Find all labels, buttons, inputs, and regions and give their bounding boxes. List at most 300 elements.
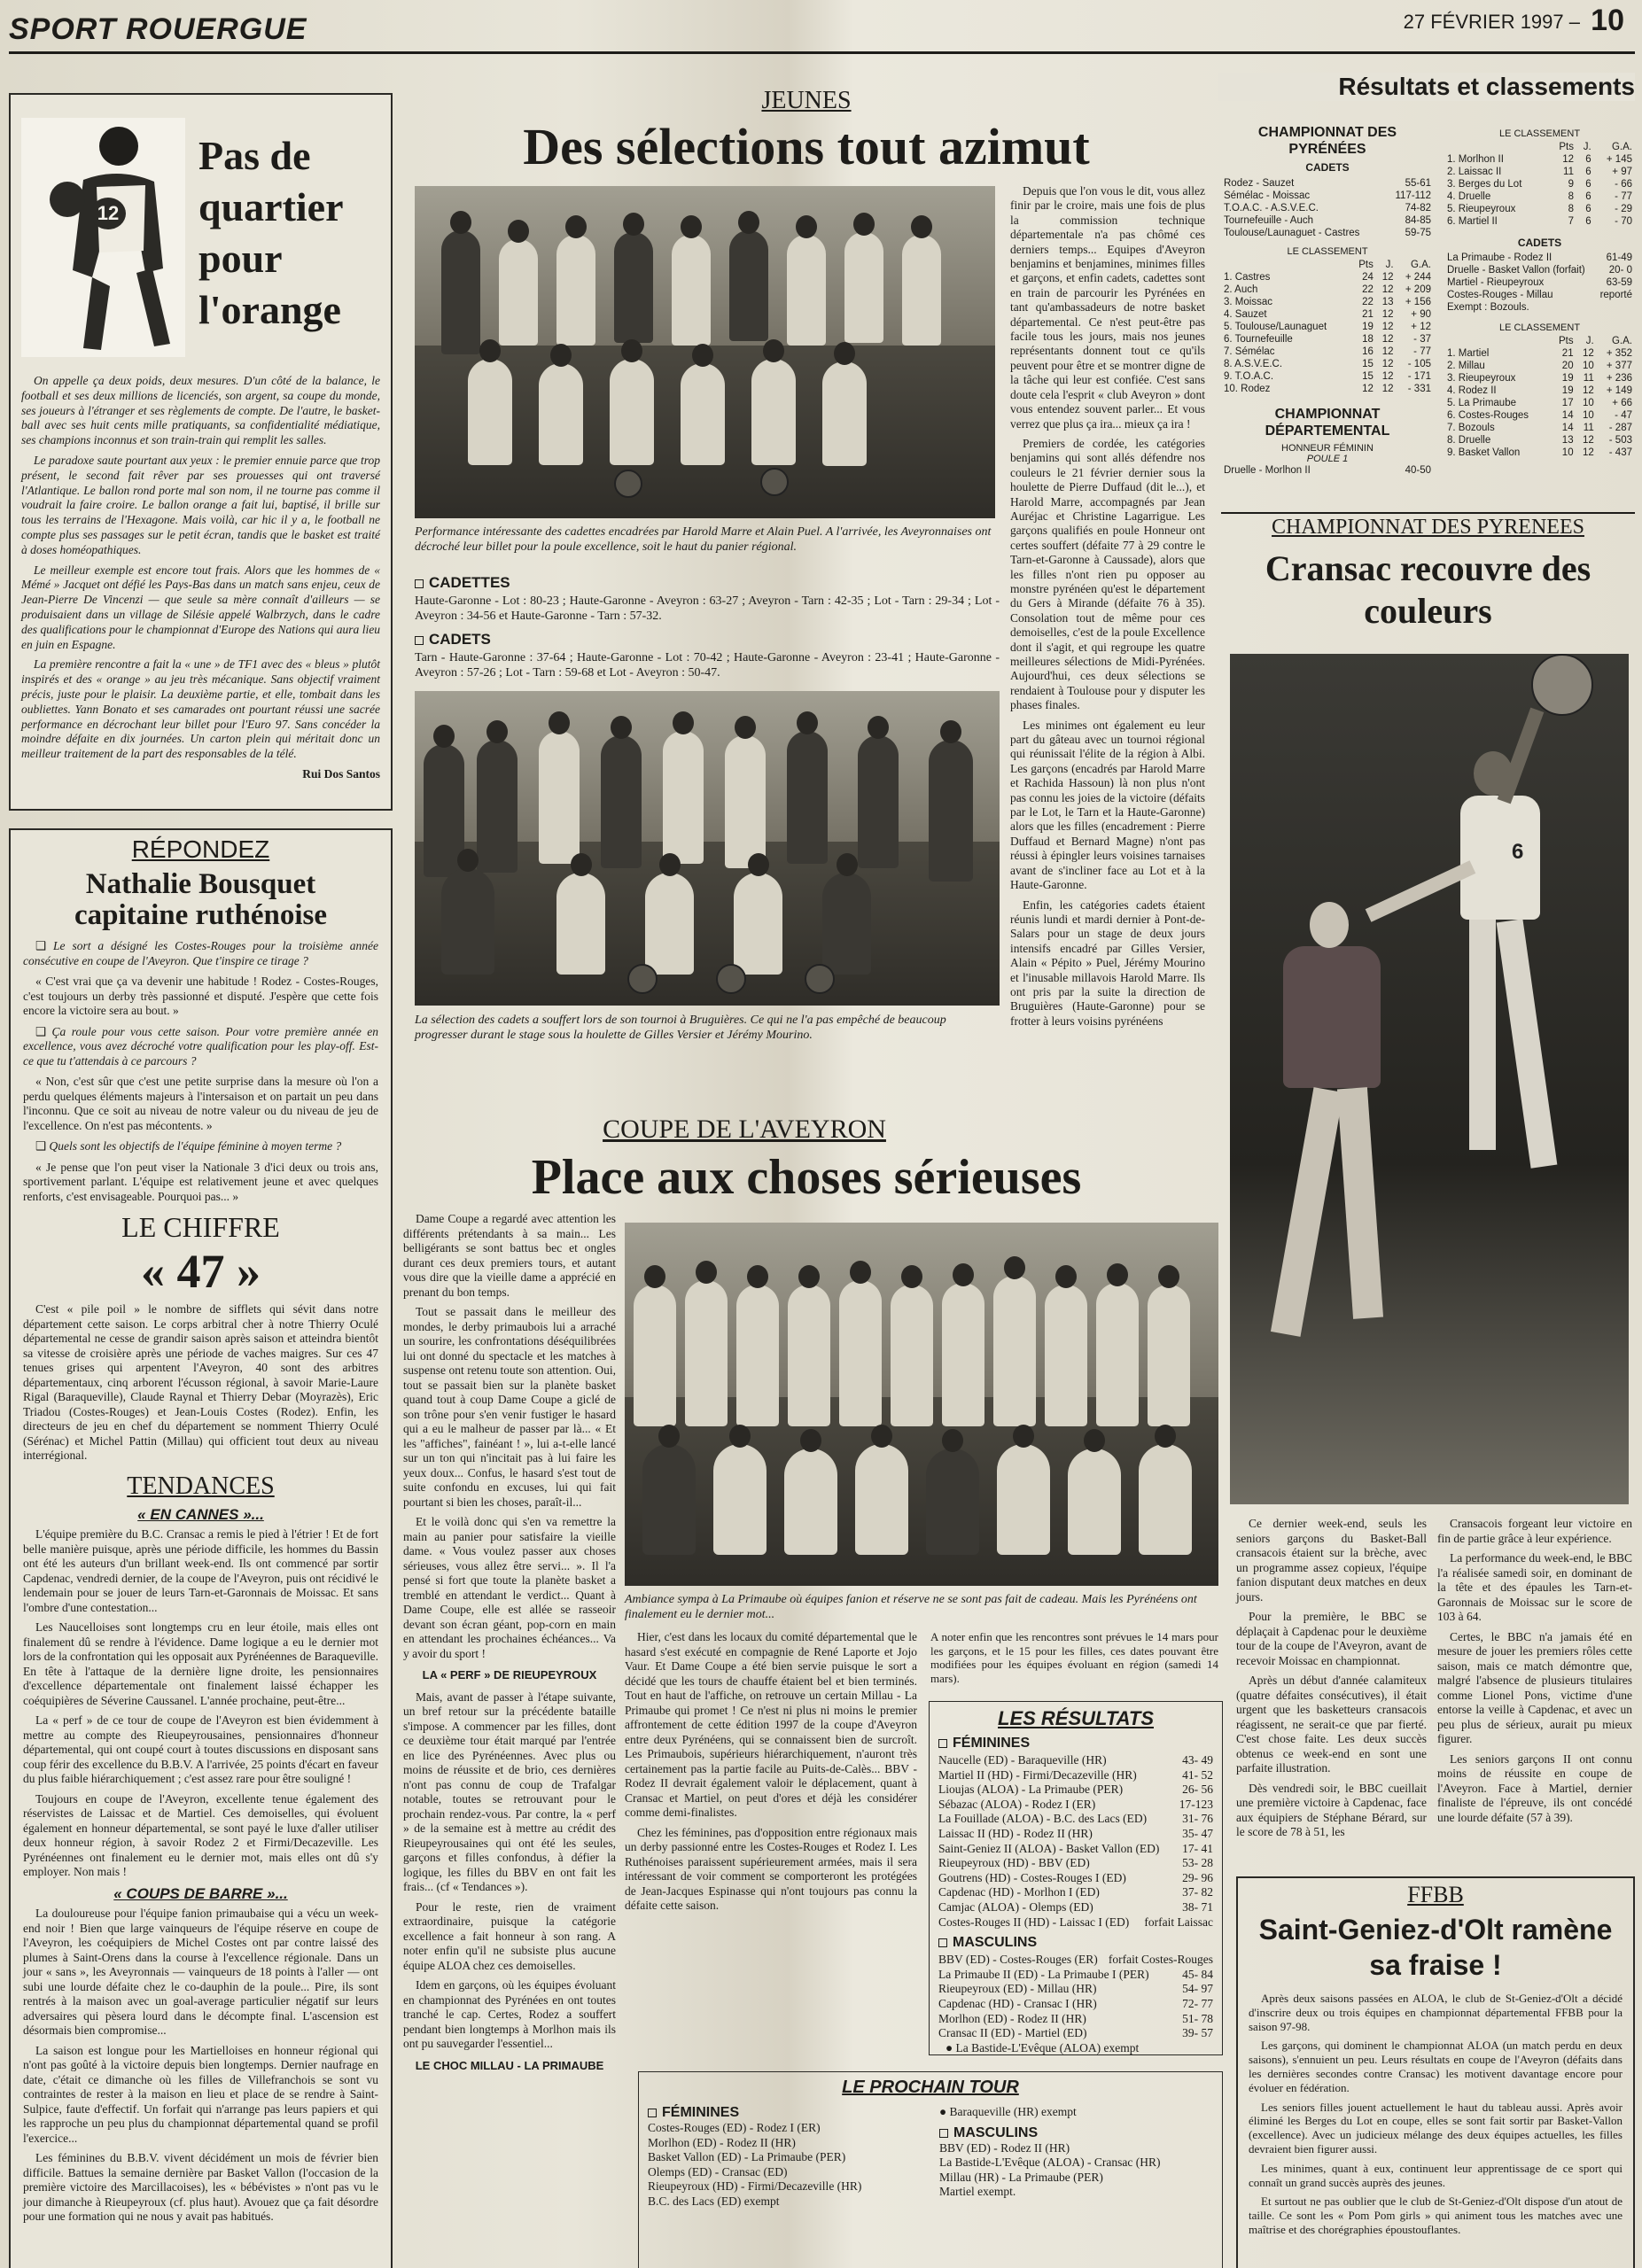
- stat-cell: 12: [1381, 272, 1394, 283]
- edito-paragraph: Le meilleur exemple est encore tout frais. Alors que les hommes de « Mémé » Jacquet ont défié les Pays-Bas dans un match sans enjeu, ceux de Jean-Pierre De Vincenzi — que seule sa mère connaît d'ailleurs — se produisaient dans un village de Silésie appelé Walbrzych, dans le cadre des qualifications pour le championnat d'Europe des Nations qui aura lieu en juin en Espagne.: [21, 563, 380, 651]
- table-row: [1444, 360, 1635, 372]
- edito-body: [21, 374, 380, 782]
- match: T.O.A.C. - A.S.V.E.C.: [1224, 203, 1319, 214]
- score: 17-123: [1179, 1797, 1213, 1811]
- checkbox-icon: [938, 1938, 947, 1947]
- table-row: [1221, 296, 1434, 308]
- basketball: [627, 964, 658, 994]
- basketball: [614, 470, 642, 498]
- match: Saint-Geniez II (ALOA) - Basket Vallon (ED): [938, 1841, 1160, 1855]
- stat-cell: - 70: [1615, 216, 1632, 227]
- team-cell: 3. Moissac: [1224, 297, 1272, 307]
- table-row: [1444, 384, 1635, 397]
- match: Capdenac (HD) - Morlhon I (ED): [938, 1885, 1100, 1899]
- match: Morlhon (ED) - Rodez II (HR): [938, 2011, 1086, 2025]
- match: Costes-Rouges - Millau: [1447, 290, 1553, 300]
- score: 20- 0: [1608, 265, 1632, 276]
- table-row: [1444, 372, 1635, 384]
- person: [556, 235, 595, 346]
- ffbb-paragraph: Les minimes, quant à eux, continuent leur apprentissage de ce sport qui connaît un grand succès auprès des jeunes.: [1249, 2161, 1623, 2189]
- checkbox-icon: [938, 1739, 947, 1748]
- match: Sémélac - Moissac: [1224, 190, 1311, 201]
- jeunes-kicker: JEUNES: [761, 87, 852, 114]
- person: [734, 873, 782, 975]
- table-row: [1444, 276, 1635, 289]
- coupe-note: A noter enfin que les rencontres sont prévues le 14 mars pour les garçons, et le 15 pour les filles, ces dates pouvant être modifiées pour les équipes évoluant en région (samedi 14 mars).: [930, 1630, 1218, 1685]
- match: Druelle - Basket Vallon (forfait): [1447, 265, 1585, 276]
- table-row: [1221, 370, 1434, 383]
- coupe-paragraph: Mais, avant de passer à l'étape suivante, un bref retour sur la précédente bataille s'impose. A commencer par les filles, dont ce deuxième tour était marqué par l'entrée en lice des Pyrénéennes. Avec plus ou moins de réussite et de brio, ces dernières n'ont pas connu de coup de Trafalgar notable, toutes se retrouvant pour le prochain rendez-vous. Par contre, la « perf » de la semaine est à mettre au crédit des Rieupeyrousaines qui ont été les seules, garçons et filles confondus, à défier la logique, les filles du BBV en ont fait les frais... (cf « Tendances »).: [403, 1689, 616, 1893]
- person: [788, 1285, 830, 1426]
- stat-cell: 12: [1381, 359, 1394, 369]
- score: 26- 56: [1182, 1783, 1213, 1797]
- results-box: [929, 1701, 1223, 2055]
- cadettes-photo: [415, 186, 995, 518]
- result-row: [938, 1812, 1213, 1827]
- cransac-paragraph: Cransacois forgeant leur victoire en fin de partie grâce à leur expérience.: [1437, 1517, 1632, 1545]
- jeunes-paragraph: Depuis que l'on vous le dit, vous allez finir par le croire, mais une fois de plus la commission technique départementale n'a pas chômé ces derniers temps... Equipes d'Aveyron benjamins et benjamines, minimes filles et garçons, et enfin cadets, cadettes sont en train de parcourir les Pyrénées en tant qu'ambassadeurs de notre basket départemental. Ce n'est peut-être pas facile tous les jours, mais nos jeunes représentants donnent tout ce qu'ils peuvent pour être et se montrer digne de la tâche qui leur est confiée. C'est sans doute cela l'esprit « club Aveyron » dont vous entendez souvent parler... Et vous verrez que plus ça ira... mieux ça ira !: [1010, 184, 1205, 431]
- tendances-body: [11, 1505, 391, 2225]
- stat-cell: 12: [1582, 385, 1594, 396]
- person: [729, 230, 768, 341]
- stat-cell: 10: [1582, 361, 1594, 371]
- ffbb-paragraph: Après deux saisons passées en ALOA, le club de St-Geniez-d'Olt a décidé d'inscrire deux ou trois équipes en championnat départemental FFBB pour la saison 97-98.: [1249, 1992, 1623, 2033]
- team-cell: 6. Martiel II: [1447, 216, 1498, 227]
- table-row: [1221, 346, 1434, 358]
- stat-cell: 6: [1585, 216, 1591, 227]
- header-cell: [1444, 141, 1550, 153]
- score: 17- 41: [1182, 1841, 1213, 1855]
- fixture-row: BBV (ED) - Rodez II (HR): [939, 2140, 1070, 2155]
- table-row: [1444, 447, 1635, 459]
- table-row: [1221, 177, 1434, 190]
- score: 41- 52: [1182, 1767, 1213, 1782]
- cadets-label: CADETS: [429, 631, 491, 648]
- table-header: [1444, 141, 1635, 153]
- checkbox-icon: [939, 2129, 948, 2138]
- fixture-row: Olemps (ED) - Cransac (ED): [648, 2164, 788, 2179]
- team-cell: 7. Bozouls: [1447, 423, 1495, 433]
- table-row: [1221, 284, 1434, 296]
- jeunes-title: Des sélections tout azimut: [523, 118, 1090, 175]
- person: [844, 232, 883, 343]
- team-cell: 3. Berges du Lot: [1447, 179, 1522, 190]
- stat-cell: 22: [1362, 284, 1374, 295]
- jersey-number: 12: [90, 198, 126, 229]
- match: Exempt : Bozouls.: [1447, 302, 1529, 313]
- stat-cell: 10: [1582, 410, 1594, 421]
- tendances-paragraph: La saison est longue pour les Martielloises en honneur régional qui n'ont pas goûté à la victoire depuis bien longtemps. Dernier naufrage en date, c'était ce dimanche où les filles de Villefranchois se sont vu contraintes de rester à la maison en lieu et place de se rendre à Saint-Sulpice, faute d'effectif. Un forfait qui n'arrange pas leurs papiers et qui les rapproche un peu plus du championnat départemental quand se profil l'exercice...: [23, 2043, 378, 2145]
- team-cell: 1. Martiel: [1447, 348, 1490, 359]
- tendances-paragraph: Les Naucelloises sont longtemps cru en leur étoile, mais elles ont finalement dû se rendre à l'évidence. Dame logique a eu le dernier mot lors de la confrontation qui les opposait aux Pyrénéennes de Baraqueville. En tête à l'attaque de la dernière ligne droite, les pensionnaires d'excellence départementale ont finalement laissé échapper les coéquipières de Séverine Caussanel. L'année prochaine, peut-être...: [23, 1620, 378, 1707]
- table-row: [1444, 264, 1635, 276]
- interview-answer: « C'est vrai que ça va devenir une habitude ! Rodez - Costes-Rouges, c'est toujours un derby très passionné et disputé. J'espère que cette fois encore la victoire sera au bout. »: [23, 975, 378, 1018]
- person: [736, 1285, 779, 1426]
- stat-cell: - 503: [1608, 435, 1632, 446]
- classement-label: LE CLASSEMENT: [1287, 246, 1368, 257]
- stat-cell: 6: [1585, 154, 1591, 165]
- stat-cell: - 47: [1615, 410, 1632, 421]
- score: 37- 82: [1182, 1885, 1213, 1899]
- ffbb-body: [1249, 1992, 1623, 2237]
- stat-cell: - 37: [1413, 334, 1431, 345]
- jeunes-paragraph: Premiers de cordée, les catégories benjamins qui sont allés défendre nos couleurs le 21 février dernier sous la houlette de Pierre Duffaud (dit le...), et Harold Marre, accompagnés par Jean Auréjac et Christine Lagarrigue. Les garçons qualifiés en poule Honneur ont certes souffert (défaite 77 à 29 contre le Tarn-et-Garonne à Caussade), alors que les filles n'ont rien pu opposer au monstre pyrénéen qu'est le département du Gers à Mirande (défaite 76 à 35). Consolation tout de même pour ces demoiselles, c'est de la poule Excellence dont il s'agit, et qui regroupe les quatre meilleures sélections de Midi-Pyrénées. Aujourd'hui, ces deux sélections se rendaient à Toulouse pour y disputer les phases finales.: [1010, 436, 1205, 712]
- score: [1595, 301, 1635, 314]
- stat-cell: 11: [1583, 423, 1594, 433]
- score: 72- 77: [1182, 1996, 1213, 2010]
- tendances-paragraph: Les féminines du B.B.V. vivent décidément un mois de février bien difficile. Battues la semaine dernière par Basket Vallon (l'occasion de la première victoire des Marcillacoises), les « bébévistes » n'ont pas vu le jour dimanche à Rieupeyroux (cf. plus haut). Avouez que ça fait désordre pour une formation qui ne nous y avait pas habitués.: [23, 2151, 378, 2224]
- defender-jersey: [1283, 946, 1381, 1088]
- cransac-paragraph: Les seniors garçons II ont connu moins de réussite en coupe de l'Aveyron. Face à Martiel, dernier finaliste de l'épreuve, ils ont concédé une lourde défaite (57 à 39).: [1437, 1751, 1632, 1824]
- ffbb-title: Saint-Geniez-d'Olt ramène sa fraise !: [1258, 1914, 1613, 1981]
- match: La Primaube - Rodez II: [1447, 252, 1553, 263]
- person: [477, 740, 518, 873]
- stat-cell: - 331: [1407, 384, 1431, 394]
- match: Sébazac (ALOA) - Rodez I (ER): [938, 1797, 1096, 1811]
- team-cell: 5. La Primaube: [1447, 398, 1516, 408]
- stat-cell: 17: [1561, 398, 1574, 408]
- champ-pyrenees: CHAMPIONNAT DES PYRÉNÉES: [1257, 125, 1397, 157]
- ffbb-paragraph: Et surtout ne pas oublier que le club de St-Geniez-d'Olt dispose d'un atout de taille. Ce sont les « Pom Pom girls » qui animent tous les matches avec une maîtrise et des chorégraphies époustouflantes.: [1249, 2194, 1623, 2236]
- score: 53- 28: [1182, 1856, 1213, 1870]
- stat-cell: 19: [1561, 385, 1574, 396]
- cransac-paragraph: Certes, le BBC n'a jamais été en mesure de jouer les premiers rôles cette saison, mais ce match démontre que, malgré l'absence de plusieurs titulaires comme Lionel Pons, victime d'une entorse la veille à Capdenac, et avec un peu plus de sérieux, aurait pu mieux figurer.: [1437, 1629, 1632, 1745]
- stat-cell: 20: [1561, 361, 1574, 371]
- stat-cell: 12: [1381, 384, 1394, 394]
- next-feminines-list: [648, 2121, 922, 2210]
- score: 117-112: [1395, 190, 1431, 201]
- tendances-subtitle: « EN CANNES »...: [137, 1505, 264, 1523]
- header-rule: [9, 51, 1635, 54]
- stat-cell: 12: [1381, 309, 1394, 320]
- result-row: [938, 1753, 1213, 1768]
- stat-cell: 15: [1362, 371, 1374, 382]
- table-row: [1221, 227, 1434, 239]
- match: Martiel - Rieupeyroux: [1447, 277, 1545, 288]
- stat-cell: 10: [1561, 447, 1574, 458]
- person: [1068, 1449, 1121, 1555]
- stat-cell: + 236: [1606, 373, 1632, 384]
- stat-cell: 13: [1561, 435, 1574, 446]
- person: [499, 239, 538, 346]
- stat-cell: 15: [1362, 359, 1374, 369]
- stat-cell: 6: [1585, 204, 1591, 214]
- table-row: [1444, 178, 1635, 190]
- match: Rieupeyroux (HD) - BBV (ED): [938, 1856, 1090, 1870]
- match: La Primaube II (ED) - La Primaube I (PER): [938, 1967, 1149, 1981]
- stat-cell: - 77: [1615, 191, 1632, 202]
- jeunes-article: [1010, 184, 1205, 1034]
- filles-paragraph: Chez les féminines, pas d'opposition entre régionaux mais un derby passionné entre les Costes-Rouges et Rodez I. Les Ruthénoises paraissent supérieurement armées, mais il sera intéressant de voir comment se comporteront les protégées de Jean-Jacques Espinasse qui n'ont toujours pas connu la défaite cette saison.: [625, 1825, 917, 1912]
- table-row: [1221, 190, 1434, 202]
- coupe-paragraph: Et le voilà donc qui s'en va remettre la main au panier pour satisfaire la vieille dame. « Vous voulez passer aux choses sérieuses, vous allez être servi... ». Il l'a pensé si fort que toute la planète basket a tremblé en attendant le verdict... Quant à Dame Coupe, elle est allée se rasseoir devant son écran géant, pop-corn en main en attendant les prochaines échéances... Va y avoir du sport !: [403, 1515, 616, 1660]
- stat-cell: 16: [1362, 346, 1374, 357]
- next-feminines-label: FÉMININES: [662, 2105, 740, 2120]
- table-row: [1444, 434, 1635, 447]
- table-row: [1444, 203, 1635, 215]
- poule-label: POULE 1: [1306, 454, 1349, 464]
- tendances-subtitle: « COUPS DE BARRE »...: [113, 1884, 288, 1902]
- stat-cell: + 12: [1411, 322, 1431, 332]
- team-cell: 6. Costes-Rouges: [1447, 410, 1529, 421]
- table-row: [1221, 383, 1434, 395]
- chiffre-number: « 47 »: [141, 1245, 261, 1299]
- header-cell: J.: [1385, 260, 1394, 270]
- table-row: [1444, 252, 1635, 264]
- basketball: [760, 468, 789, 496]
- score: 31- 76: [1182, 1812, 1213, 1826]
- cransac-paragraph: Dès vendredi soir, le BBC cueillait une première victoire à Capdenac, face aux équipiers de Stéphane Bérard, sur le score de 78 à 51, les: [1236, 1781, 1427, 1838]
- next-fem-exempt: ● Baraqueville (HR) exempt: [939, 2105, 1077, 2118]
- bullet-icon: ●: [946, 2040, 956, 2054]
- score: forfait Costes-Rouges: [1108, 1953, 1213, 1967]
- stat-cell: 12: [1582, 447, 1594, 458]
- repondez-kicker: RÉPONDEZ: [131, 835, 270, 863]
- team-caption: Ambiance sympa à La Primaube où équipes fanion et réserve ne se sont pas fait de cadeau. Mais les Pyrénéens ont finalement eu le dernier mot...: [625, 1593, 1197, 1621]
- result-row: [938, 1856, 1213, 1871]
- stat-cell: 21: [1362, 309, 1374, 320]
- stat-cell: 19: [1362, 322, 1374, 332]
- stat-cell: 7: [1568, 216, 1574, 227]
- page-date: 27 FÉVRIER 1997 –: [1403, 11, 1580, 33]
- defender-leg: [1337, 1087, 1383, 1319]
- jersey-number: 6: [1512, 840, 1524, 864]
- fixture-row: Basket Vallon (ED) - La Primaube (PER): [648, 2150, 846, 2164]
- person: [685, 1280, 728, 1426]
- person: [468, 359, 512, 465]
- match: Naucelle (ED) - Baraqueville (HR): [938, 1753, 1107, 1767]
- person: [441, 230, 480, 354]
- tendances-paragraph: L'équipe première du B.C. Cransac a remis le pied à l'étrier ! Et de fort belle manière puisque, après une période difficile, les hommes du Bassin ont été les auteurs d'un brillant week-end. Ils ont commencé par sortir Capdenac, vendredi dernier, de la coupe de l'Aveyron, puis ont récidivé le lendemain pour se jouer de leurs Tarn-et-Garonnais de Moissac. Et sans l'ombre d'une contestation...: [23, 1527, 378, 1614]
- table-row: [1444, 347, 1635, 360]
- stat-cell: 12: [1362, 384, 1374, 394]
- match: Rieupeyroux (ED) - Millau (HR): [938, 1982, 1097, 1996]
- team-cell: 2. Millau: [1447, 361, 1485, 371]
- defender-arm: [1366, 860, 1476, 921]
- header-cell: Pts: [1558, 336, 1574, 346]
- person: [645, 873, 694, 975]
- table-row: [1444, 397, 1635, 409]
- jeunes-paragraph: Enfin, les catégories cadets étaient réunis lundi et mardi dernier à Pont-de-Salars pour un stage de deux jours intensifs encadré par Gilles Versier, Alain « Pépito » Puel, Jérémy Mourino et l'inusable millavois Harold Marre. Ils ont pris par la suite la direction de Bruguières (Haute-Garonne) pour se frotter à leurs voisins pyrénéens: [1010, 897, 1205, 1028]
- result-row: [938, 1842, 1213, 1857]
- edito-author: Rui Dos Santos: [302, 766, 380, 781]
- result-row: [938, 1871, 1213, 1886]
- honneur-label: HONNEUR FÉMININ: [1281, 443, 1374, 454]
- result-row: [938, 1968, 1213, 1983]
- cadets-standings: [1221, 259, 1434, 395]
- header-cell: [1221, 259, 1352, 271]
- person: [822, 873, 871, 975]
- cransac-paragraph: La performance du week-end, le BBC l'a réalisée samedi soir, en dominant de la tête et des épaules les Tarn-et-Garonnais de Moissac sur le score de 103 à 64.: [1437, 1551, 1632, 1623]
- ffbb-paragraph: Les garçons, qui dominent le championnat ALOA (un match perdu en deux saisons), s'ennuient un peu. Leurs résultats en coupe de l'Aveyron (défaits dans les dernières secondes contre Cransac) les motivent davantage encore pour évoluer en fédération.: [1249, 2039, 1623, 2094]
- coupe-col1: [403, 1212, 616, 2080]
- person: [751, 359, 796, 465]
- team-cell: 2. Auch: [1224, 284, 1258, 295]
- cadets2-label: CADETS: [1517, 237, 1562, 249]
- table-row: [1221, 271, 1434, 284]
- match: Capdenac (HD) - Cransac I (HR): [938, 1996, 1097, 2010]
- stat-cell: + 149: [1606, 385, 1632, 396]
- stat-cell: 11: [1583, 373, 1594, 384]
- stat-cell: 22: [1362, 297, 1374, 307]
- fixture-row: Costes-Rouges (ED) - Rodez I (ER): [648, 2121, 821, 2134]
- match: Lioujas (ALOA) - La Primaube (PER): [938, 1783, 1124, 1797]
- edito-paragraph: On appelle ça deux poids, deux mesures. D'un côté de la balance, le football et ses deux millions de licenciés, son argent, sa coupe du monde, ses joueurs à l'étranger et ses règlements de compte. De l'autre, le basket-ball avec ses huit cents mille pratiquants, sa confidentialité médiatique, ses champions inconnus et son train-train qui remplit les salles.: [21, 374, 380, 447]
- team-cell: 3. Rieupeyroux: [1447, 373, 1516, 384]
- stat-cell: 10: [1582, 398, 1594, 408]
- repondez-title: Nathalie Bousquet capitaine ruthénoise: [74, 868, 328, 931]
- stat-cell: 6: [1585, 191, 1591, 202]
- result-row: [938, 1997, 1213, 2012]
- classement-label: LE CLASSEMENT: [1498, 128, 1581, 139]
- header-cell: [1444, 335, 1552, 347]
- stat-cell: 12: [1582, 348, 1594, 359]
- coupe-col3: [625, 1630, 917, 1919]
- coupe-title: Place aux choses sérieuses: [531, 1150, 1082, 1205]
- edito-paragraph: La première rencontre a fait la « une » de TF1 avec des « bleus » plutôt inspirés et des « orange » au jeu très mécanique. Sans objectif vraiment précis, juste pour le plaisir. La deuxième partie, et elle, tombait dans les oubliettes. Yann Bonato et ses camarades ont pourtant réussi une sacrée performance en décrochant leur billet pour l'Euro 97. Sans concéder la moindre défaite en dix journées. Un carton plein qui méritait donc un meilleur traitement de la part des responsables de la télé.: [21, 657, 380, 761]
- team-photo: [625, 1223, 1218, 1586]
- score: reporté: [1599, 290, 1632, 300]
- coupe-paragraph: Idem en garçons, où les équipes évoluant en championnat des Pyrénées en ont toutes tranché le cap. Certes, Rodez a souffert pendant bien longtemps à Morlhon mais ils ont pu sauvegarder l'essentiel...: [403, 1978, 616, 2050]
- player-jersey: [1460, 796, 1540, 920]
- result-row: [938, 2012, 1213, 2027]
- classements-title: Résultats et classements: [1218, 73, 1635, 101]
- table-row: [1221, 214, 1434, 227]
- basketball: [716, 964, 746, 994]
- result-row: [938, 1798, 1213, 1813]
- choc-paragraph: Hier, c'est dans les locaux du comité départemental que le hasard s'est exécuté en compagnie de René Laporte et Jojo Vaur. Et Dame Coupe a été bien servie puisque le sort a décidé que les tours de chauffe étaient bel et bien terminés. Tout en haut de l'affiche, on retrouve un certain Millau - La Primaube qui promet ! Ce n'est ni plus ni moins le premier affrontement de cette édition 1997 de la coupe d'Aveyron entre deux Pyrénéens, qui se connaissent bien de surcroît. Les Primaubois, supérieurs hiérarchiquement, n'auront très certainement pas la partie facile au Puits-de-Calès... BBV - Rodez II devrait également valoir le déplacement, quant à Cransac et Martiel, on peut d'ores et déjà les considérer comme demi-finalistes.: [625, 1630, 917, 1819]
- divider: [1221, 512, 1635, 514]
- stat-cell: + 145: [1606, 154, 1632, 165]
- stat-cell: 12: [1381, 334, 1394, 345]
- classement-label: LE CLASSEMENT: [1498, 322, 1581, 333]
- basketball: [805, 964, 835, 994]
- basketball: [1531, 654, 1593, 716]
- score: 63-59: [1606, 277, 1632, 288]
- person: [997, 1444, 1050, 1555]
- ffbb-paragraph: Les seniors filles jouent actuellement le haut du tableau aussi. Après avoir éliminé les Berges du Lot en coupe, elles se sont fait sortir par Basket-Vallon (excellence). Avec un judicieux mélange des deux équipes actuelles, les filles devraient bien figurer aussi.: [1249, 2100, 1623, 2155]
- team-cell: 2. Laissac II: [1447, 167, 1502, 177]
- stat-cell: - 437: [1608, 447, 1632, 458]
- interview-question: ❑ Quels sont les objectifs de l'équipe féminine à moyen terme ?: [23, 1139, 378, 1154]
- stat-cell: + 244: [1405, 272, 1431, 283]
- stat-cell: - 29: [1615, 204, 1632, 214]
- match: Martiel II (HD) - Firmi/Decazeville (HR): [938, 1767, 1137, 1782]
- header-cell: G.A.: [1410, 260, 1431, 270]
- header-cell: Pts: [1358, 260, 1374, 270]
- exempt-line: [938, 2041, 1213, 2056]
- stat-cell: - 171: [1407, 371, 1431, 382]
- match: Toulouse/Launaguet - Castres: [1224, 228, 1360, 238]
- cransac-kicker: CHAMPIONNAT DES PYRENEES: [1272, 516, 1584, 539]
- result-row: [938, 1885, 1213, 1900]
- interview-answer: « Non, c'est sûr que c'est une petite surprise dans la mesure où l'on a perdu quelques éléments majeurs à l'intersaison et on partait un peu dans l'inconnu. Que ce soit au niveau de notre valeur ou du niveau de jeu de l'excellence. On n'est pas mécontents. »: [23, 1075, 378, 1132]
- person: [784, 1449, 837, 1555]
- team-cell: 7. Sémélac: [1224, 346, 1275, 357]
- table-row: [1221, 202, 1434, 214]
- person: [614, 232, 653, 343]
- header-cell: Pts: [1559, 142, 1574, 152]
- match: Rodez - Sauzet: [1224, 178, 1295, 189]
- person: [539, 731, 580, 864]
- checkbox-icon: [415, 636, 424, 645]
- table-row: [1221, 308, 1434, 321]
- defender-leg: [1271, 1087, 1343, 1337]
- coupe-paragraph: Pour le reste, rien de vraiment extraordinaire, puisque la catégorie excellence a fait honneur à son rang. A noter enfin qu'il ne subsiste plus aucune équipe ALOA chez ces demoiselles.: [403, 1899, 616, 1972]
- team-cell: 4. Rodez II: [1447, 385, 1497, 396]
- person: [672, 235, 711, 346]
- team-cell: 10. Rodez: [1224, 384, 1271, 394]
- sidebar-box: [9, 828, 393, 2268]
- person: [539, 363, 583, 465]
- interview: [11, 939, 391, 1204]
- result-row: [938, 1827, 1213, 1842]
- player-illustration: [21, 118, 185, 357]
- stat-cell: + 90: [1411, 309, 1431, 320]
- section-title: SPORT ROUERGUE: [9, 12, 307, 46]
- person: [1045, 1285, 1087, 1426]
- fixture-row: La Bastide-L'Evêque (ALOA) - Cransac (HR): [939, 2155, 1161, 2170]
- masculins-results: [938, 1953, 1213, 2041]
- header-cell: J.: [1585, 336, 1594, 346]
- match: Goutrens (HD) - Costes-Rouges I (ED): [938, 1870, 1126, 1884]
- result-row: [938, 1982, 1213, 1997]
- stat-cell: - 66: [1615, 179, 1632, 190]
- person: [441, 868, 494, 975]
- standings-right: [1444, 128, 1635, 459]
- result-row: [938, 1915, 1213, 1930]
- checkbox-icon: [415, 579, 424, 588]
- score: 43- 49: [1182, 1753, 1213, 1767]
- result-row: [938, 1768, 1213, 1783]
- standings-left: [1221, 124, 1434, 477]
- team-cell: 8. A.S.V.E.C.: [1224, 359, 1283, 369]
- cransac-title: Cransac recouvre des couleurs: [1265, 548, 1591, 631]
- result-row: [938, 1953, 1213, 1968]
- honneur-result: [1221, 464, 1434, 477]
- action-photo: [1230, 654, 1629, 1504]
- exempt-text: La Bastide-L'Evêque (ALOA) exempt: [955, 2040, 1140, 2054]
- coupe-paragraph: Dame Coupe a regardé avec attention les différents prétendants à sa main... Les belligérants se sont battus bec et ongles durant ces deux premiers tours, et autant vous dire que la vieille dame a apprécié en prenant du bon temps.: [403, 1212, 616, 1299]
- match: Cransac II (ED) - Martiel (ED): [938, 2026, 1087, 2040]
- honneur-standings: [1444, 141, 1635, 228]
- stat-cell: + 66: [1612, 398, 1632, 408]
- page-number: 10: [1591, 4, 1624, 37]
- next-fem-exempt-text: Baraqueville (HR) exempt: [949, 2105, 1077, 2118]
- person: [601, 735, 642, 868]
- table-row: [1221, 358, 1434, 370]
- table-header: [1444, 335, 1635, 347]
- person: [902, 235, 941, 346]
- stat-cell: 12: [1381, 371, 1394, 382]
- person: [855, 1444, 908, 1555]
- cadets2-results-table: [1444, 252, 1635, 314]
- team-cell: 5. Toulouse/Launaguet: [1224, 322, 1327, 332]
- result-row: [938, 1783, 1213, 1798]
- chiffre-paragraph: C'est « pile poil » le nombre de sifflets qui sévit dans notre département cette saison. Le corps arbitral cher à notre Thierry Oculé départemental ne cesse de grandir saison après saison et atteindra bientôt sa vitesse de croisière après une période de vaches maigres. Sur ces 47 tenues grises qui arpentent l'Aveyron, 40 sont des arbitres départementaux, cinq arborent l'écusson régional, à savoir Marie-Laure Rigal (Baraqueville), Claude Raynal et Thierry Debar (Moyrazès), Eric Triadou (Costes-Rouges) et Jean-Louis Costes (Rodez). Enfin, les directeurs de jeu en chef du département se nomment Thierry Oculé (Sérénac) et Michel Pattin (Millau) qui officient tout deux au niveau interrégional.: [23, 1302, 378, 1463]
- person: [926, 1449, 979, 1555]
- stat-cell: 19: [1561, 373, 1574, 384]
- stat-cell: 18: [1362, 334, 1374, 345]
- person: [634, 1285, 676, 1426]
- player-leg: [1469, 920, 1496, 1150]
- person: [1096, 1283, 1139, 1426]
- ffbb-kicker: FFBB: [1407, 1882, 1464, 1907]
- cadets-results: Tarn - Haute-Garonne : 37-64 ; Haute-Garonne - Lot : 70-42 ; Haute-Garonne - Aveyron : 23-41 ; Haute-Garonne - Aveyron : 57-26 ; Lot - Tarn : 59-68 et Lot - Aveyron : 50-47.: [415, 651, 1000, 680]
- match: BBV (ED) - Costes-Rouges (ER): [938, 1953, 1098, 1967]
- stat-cell: + 377: [1606, 361, 1632, 371]
- edito-box: [9, 93, 393, 811]
